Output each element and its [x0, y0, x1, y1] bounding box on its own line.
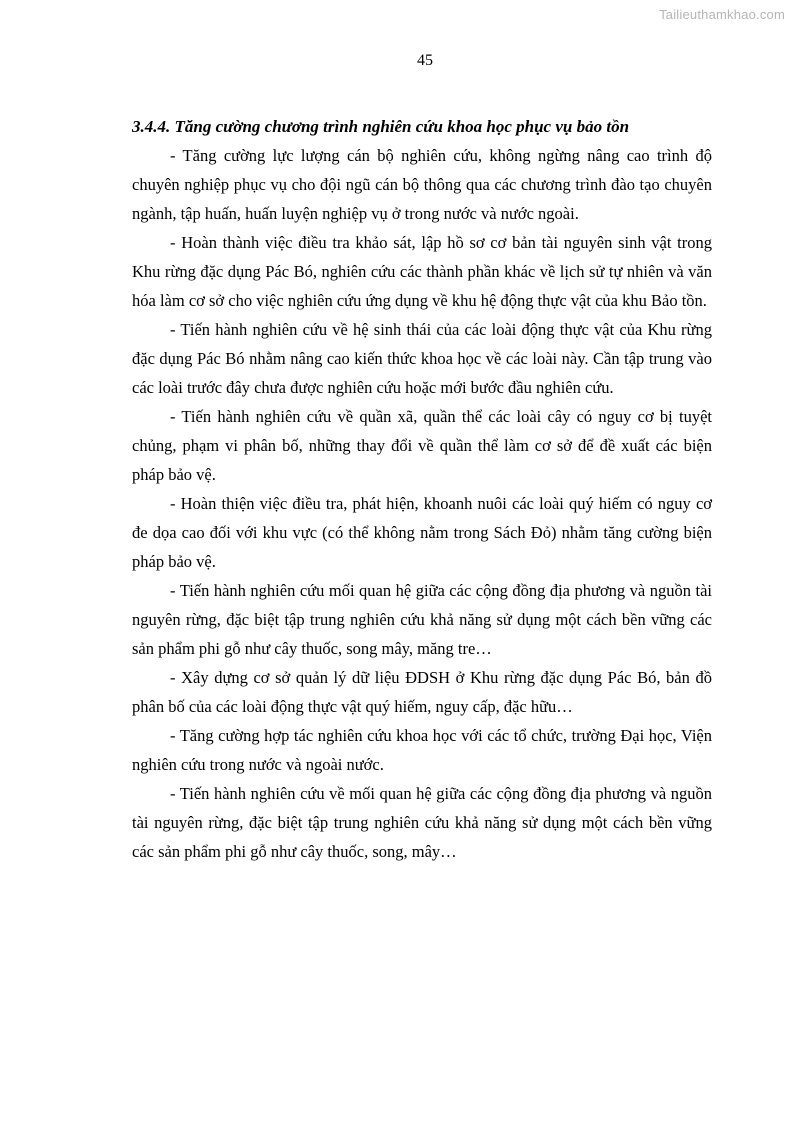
- paragraph-rare-species-protection: - Hoàn thiện việc điều tra, phát hiện, khoanh nuôi các loài quý hiếm có nguy cơ đe dọa cao đối với khu vực (có thể không nằm trong Sách Đỏ) nhằm tăng cường biện pháp bảo vệ.: [132, 494, 712, 571]
- paragraph-community-resources: - Tiến hành nghiên cứu mối quan hệ giữa các cộng đồng địa phương và nguồn tài nguyên rừng, đặc biệt tập trung nghiên cứu khả năng sử dụng một cách bền vững các sản phẩm phi gỗ như cây thuốc, song mây, măng tre…: [132, 581, 712, 658]
- document-body: [132, 112, 712, 866]
- paragraph-ecosystem-research: - Tiến hành nghiên cứu về hệ sinh thái của các loài động thực vật của Khu rừng đặc dụng Pác Bó nhằm nâng cao kiến thức khoa học về các loài này. Cần tập trung vào các loài trước đây chưa được nghiên cứu hoặc mới bước đầu nghiên cứu.: [132, 320, 712, 397]
- page-number: 45: [417, 52, 433, 69]
- paragraph-research-cooperation: - Tăng cường hợp tác nghiên cứu khoa học với các tổ chức, trường Đại học, Viện nghiên cứu trong nước và ngoài nước.: [132, 726, 712, 774]
- paragraph-biodiversity-database: - Xây dựng cơ sở quản lý dữ liệu ĐDSH ở Khu rừng đặc dụng Pác Bó, bản đồ phân bố của các loài động thực vật quý hiếm, nguy cấp, đặc hữu…: [132, 668, 712, 716]
- paragraph-endangered-species: - Tiến hành nghiên cứu về quần xã, quần thể các loài cây có nguy cơ bị tuyệt chủng, phạm vi phân bố, những thay đổi về quần thể làm cơ sở để đề xuất các biện pháp bảo vệ.: [132, 407, 712, 484]
- paragraph-biological-survey: - Hoàn thành việc điều tra khảo sát, lập hồ sơ cơ bản tài nguyên sinh vật trong Khu rừng đặc dụng Pác Bó, nghiên cứu các thành phần khác về lịch sử tự nhiên và văn hóa làm cơ sở cho việc nghiên cứu ứng dụng về khu hệ động thực vật của khu Bảo tồn.: [132, 233, 712, 310]
- paragraph-community-relations: - Tiến hành nghiên cứu về mối quan hệ giữa các cộng đồng địa phương và nguồn tài nguyên rừng, đặc biệt tập trung nghiên cứu khả năng sử dụng một cách bền vững các sản phẩm phi gỗ như cây thuốc, song, mây…: [132, 784, 712, 861]
- section-heading: 3.4.4. Tăng cường chương trình nghiên cứu khoa học phục vụ bảo tồn: [132, 117, 630, 136]
- paragraph-research-staff: - Tăng cường lực lượng cán bộ nghiên cứu, không ngừng nâng cao trình độ chuyên nghiệp phục vụ cho đội ngũ cán bộ thông qua các chương trình đào tạo chuyên ngành, tập huấn, huấn luyện nghiệp vụ ở trong nước và nước ngoài.: [132, 146, 712, 223]
- watermark: Tailieuthamkhao.com: [659, 7, 785, 22]
